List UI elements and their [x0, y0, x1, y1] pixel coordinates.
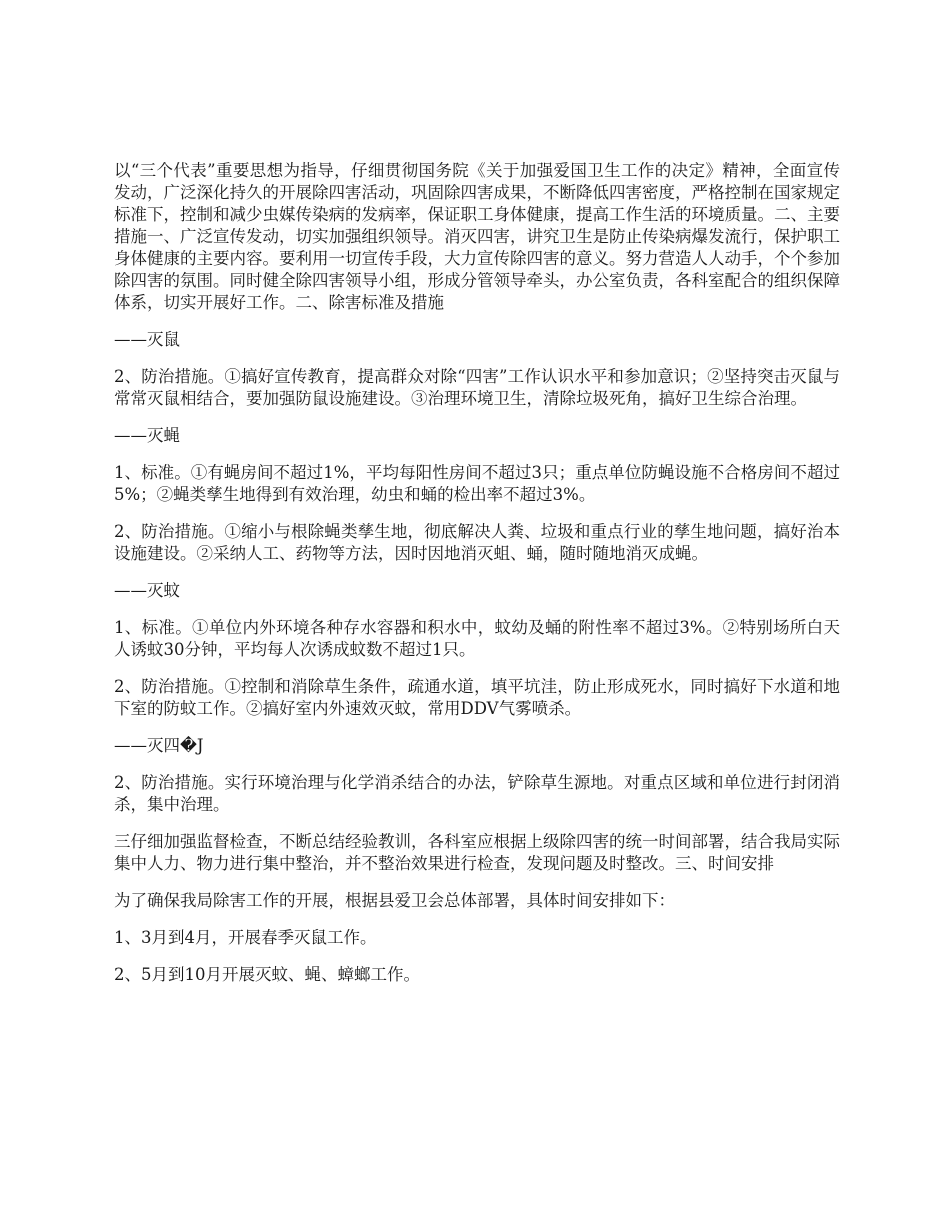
fly-standard-paragraph: 1、标准。①有蝇房间不超过1%，平均每阳性房间不超过3只；重点单位防蝇设施不合格房间不超过5%；②蝇类孳生地得到有效治理，幼虫和蛹的检出率不超过3%。	[114, 463, 840, 504]
section-heading-mosquitoes: ——灭蚊	[114, 581, 180, 600]
fly-measures-paragraph: 2、防治措施。①缩小与根除蝇类孳生地，彻底解决人粪、垃圾和重点行业的孳生地问题，搞好治本设施建设。②采纳人工、药物等方法，因时因地消灭蛆、蛹，随时随地消灭成蝇。	[114, 522, 840, 563]
rodent-measures-paragraph: 2、防治措施。①搞好宣传教育，提高群众对除“四害”工作认识水平和参加意识；②坚持突击灭鼠与常常灭鼠相结合，要加强防鼠设施建设。③治理环境卫生，清除垃圾死角，搞好卫生综合治理。	[114, 367, 840, 408]
schedule-item-1: 1、3月到4月，开展春季灭鼠工作。	[114, 928, 377, 947]
mosquito-standard-paragraph: 1、标准。①单位内外环境各种存水容器和积水中，蚊幼及蛹的附性率不超过3%。②特别场所白天人诱蚊30分钟，平均每人次诱成蚊数不超过1只。	[114, 618, 840, 659]
document-body	[114, 160, 840, 1001]
intro-paragraph: 以“三个代表”重要思想为指导，仔细贯彻国务院《关于加强爱国卫生工作的决定》精神，全面宣传发动，广泛深化持久的开展除四害活动，巩固除四害成果，不断降低四害密度，严格控制在国家规定标准下，控制和减少虫媒传染病的发病率，保证职工身体健康，提高工作生活的环境质量。二、主要措施一、广泛宣传发动，切实加强组织领导。消灭四害，讲究卫生是防止传染病爆发流行，保护职工身体健康的主要内容。要利用一切宣传手段，大力宣传除四害的意义。努力营造人人动手，个个参加除四害的氛围。同时健全除四害领导小组，形成分管领导牵头，办公室负责，各科室配合的组织保障体系，切实开展好工作。二、除害标准及措施	[114, 161, 840, 312]
section-heading-cockroaches: ——灭四�J	[114, 736, 204, 755]
mosquito-measures-paragraph: 2、防治措施。①控制和消除草生条件，疏通水道，填平坑洼，防止形成死水，同时搞好下水道和地下室的防蚊工作。②搞好室内外速效灭蚊，常用DDV气雾喷杀。	[114, 677, 840, 718]
cockroach-measures-paragraph: 2、防治措施。实行环境治理与化学消杀结合的办法，铲除草生源地。对重点区域和单位进行封闭消杀，集中治理。	[114, 773, 840, 814]
section-heading-flies: ——灭蝇	[114, 426, 180, 445]
schedule-intro-paragraph: 为了确保我局除害工作的开展，根据县爱卫会总体部署，具体时间安排如下：	[114, 891, 675, 910]
schedule-item-2: 2、5月到10月开展灭蚊、蝇、蟑螂工作。	[114, 965, 420, 984]
section-heading-rodents: ——灭鼠	[114, 330, 180, 349]
supervision-paragraph: 三仔细加强监督检查，不断总结经验教训，各科室应根据上级除四害的统一时间部署，结合我局实际集中人力、物力进行集中整治，并不整治效果进行检查，发现问题及时整改。三、时间安排	[114, 832, 840, 873]
